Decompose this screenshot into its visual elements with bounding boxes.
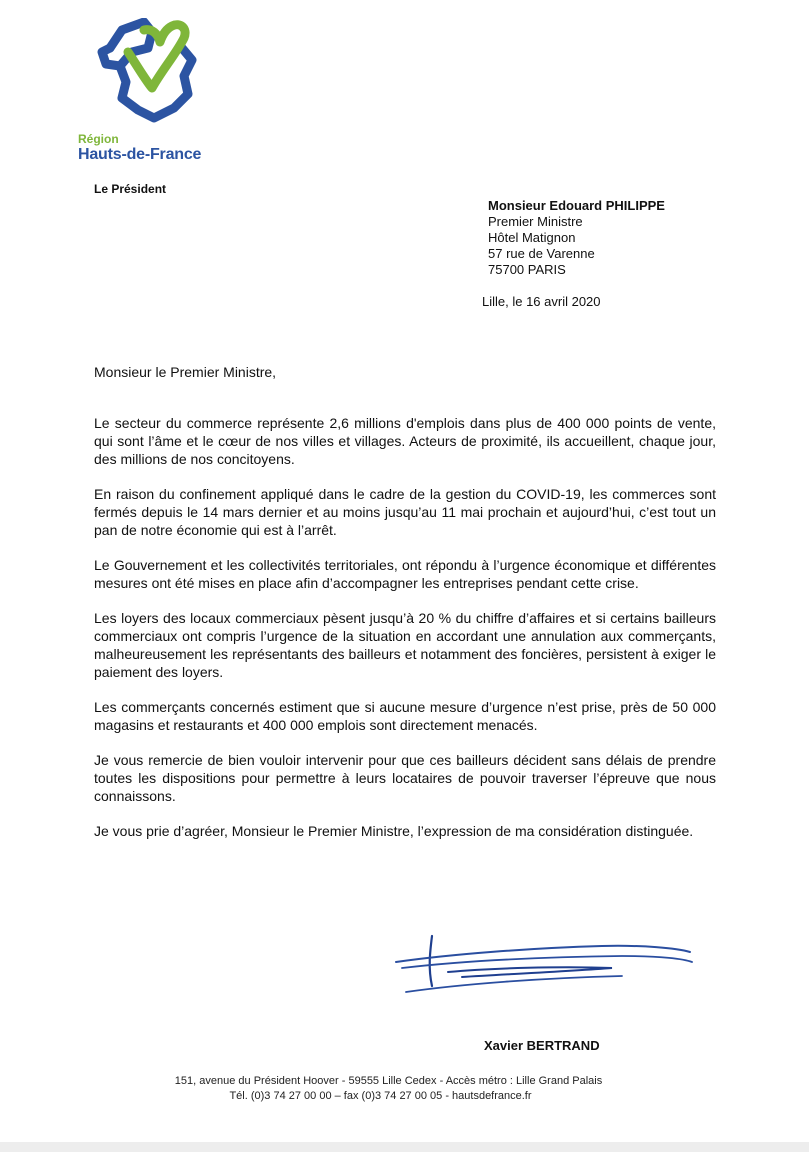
region-logo: [78, 18, 238, 168]
logo-name-label: Hauts-de-France: [78, 146, 202, 163]
letter-body: [94, 414, 716, 857]
body-paragraph: Je vous prie d’agréer, Monsieur le Premier Ministre, l’expression de ma considération distinguée.: [94, 823, 694, 839]
handwritten-signature: [392, 928, 702, 998]
signer-name: Xavier BERTRAND: [484, 1038, 600, 1053]
logo-region-label: Région: [78, 132, 119, 146]
body-paragraph: Le secteur du commerce représente 2,6 millions d'emplois dans plus de 400 000 points de vente, qui sont l’âme et le cœur de nos villes et villages. Acteurs de proximité, ils accueillent, chaque jour, des millions de nos concitoyens.: [94, 415, 716, 467]
body-paragraph: Le Gouvernement et les collectivités territoriales, ont répondu à l’urgence économique et différentes mesures ont été mises en place afin d’accompagner les entreprises pendant cette crise.: [94, 557, 716, 591]
body-paragraph: Les commerçants concernés estiment que si aucune mesure d’urgence n’est prise, près de 50 000 magasins et restaurants et 400 000 emplois sont directement menacés.: [94, 699, 716, 733]
recipient-name: Monsieur Edouard PHILIPPE: [488, 198, 665, 213]
recipient-line: Hôtel Matignon: [488, 230, 576, 245]
page-bottom-edge: [0, 1142, 809, 1152]
footer: [0, 1074, 809, 1104]
salutation: Monsieur le Premier Ministre,: [94, 364, 277, 380]
letter-date: Lille, le 16 avril 2020: [482, 294, 601, 309]
footer-address: 151, avenue du Président Hoover - 59555 Lille Cedex - Accès métro : Lille Grand Palais: [174, 1075, 603, 1087]
france-heart-icon: [92, 18, 202, 126]
body-paragraph: Je vous remercie de bien vouloir intervenir pour que ces bailleurs décident sans délais de prendre toutes les dispositions pour permettre à leurs locataires de pouvoir traverser l’épreuve que nous connaissons.: [94, 752, 716, 804]
recipient-line: 75700 PARIS: [488, 262, 566, 277]
recipient-line: Premier Ministre: [488, 214, 583, 229]
body-paragraph: Les loyers des locaux commerciaux pèsent jusqu’à 20 % du chiffre d’affaires et si certains bailleurs commerciaux ont compris l’urgence de la situation en accordant une annulation aux commerçants, malheureusement les représentants des bailleurs et notamment des foncières, persistent à exiger le paiement des loyers.: [94, 610, 716, 680]
body-paragraph: En raison du confinement appliqué dans le cadre de la gestion du COVID-19, les commerces sont fermés depuis le 14 mars dernier et au moins jusqu’au 11 mai prochain et aujourd’hui, c’est tout un pan de notre économie qui est à l’arrêt.: [94, 486, 716, 538]
sender-title: Le Président: [94, 182, 167, 196]
recipient-address: [488, 198, 665, 278]
recipient-line: 57 rue de Varenne: [488, 246, 595, 261]
footer-contact: Tél. (0)3 74 27 00 00 – fax (0)3 74 27 00 05 - hautsdefrance.fr: [229, 1090, 532, 1102]
